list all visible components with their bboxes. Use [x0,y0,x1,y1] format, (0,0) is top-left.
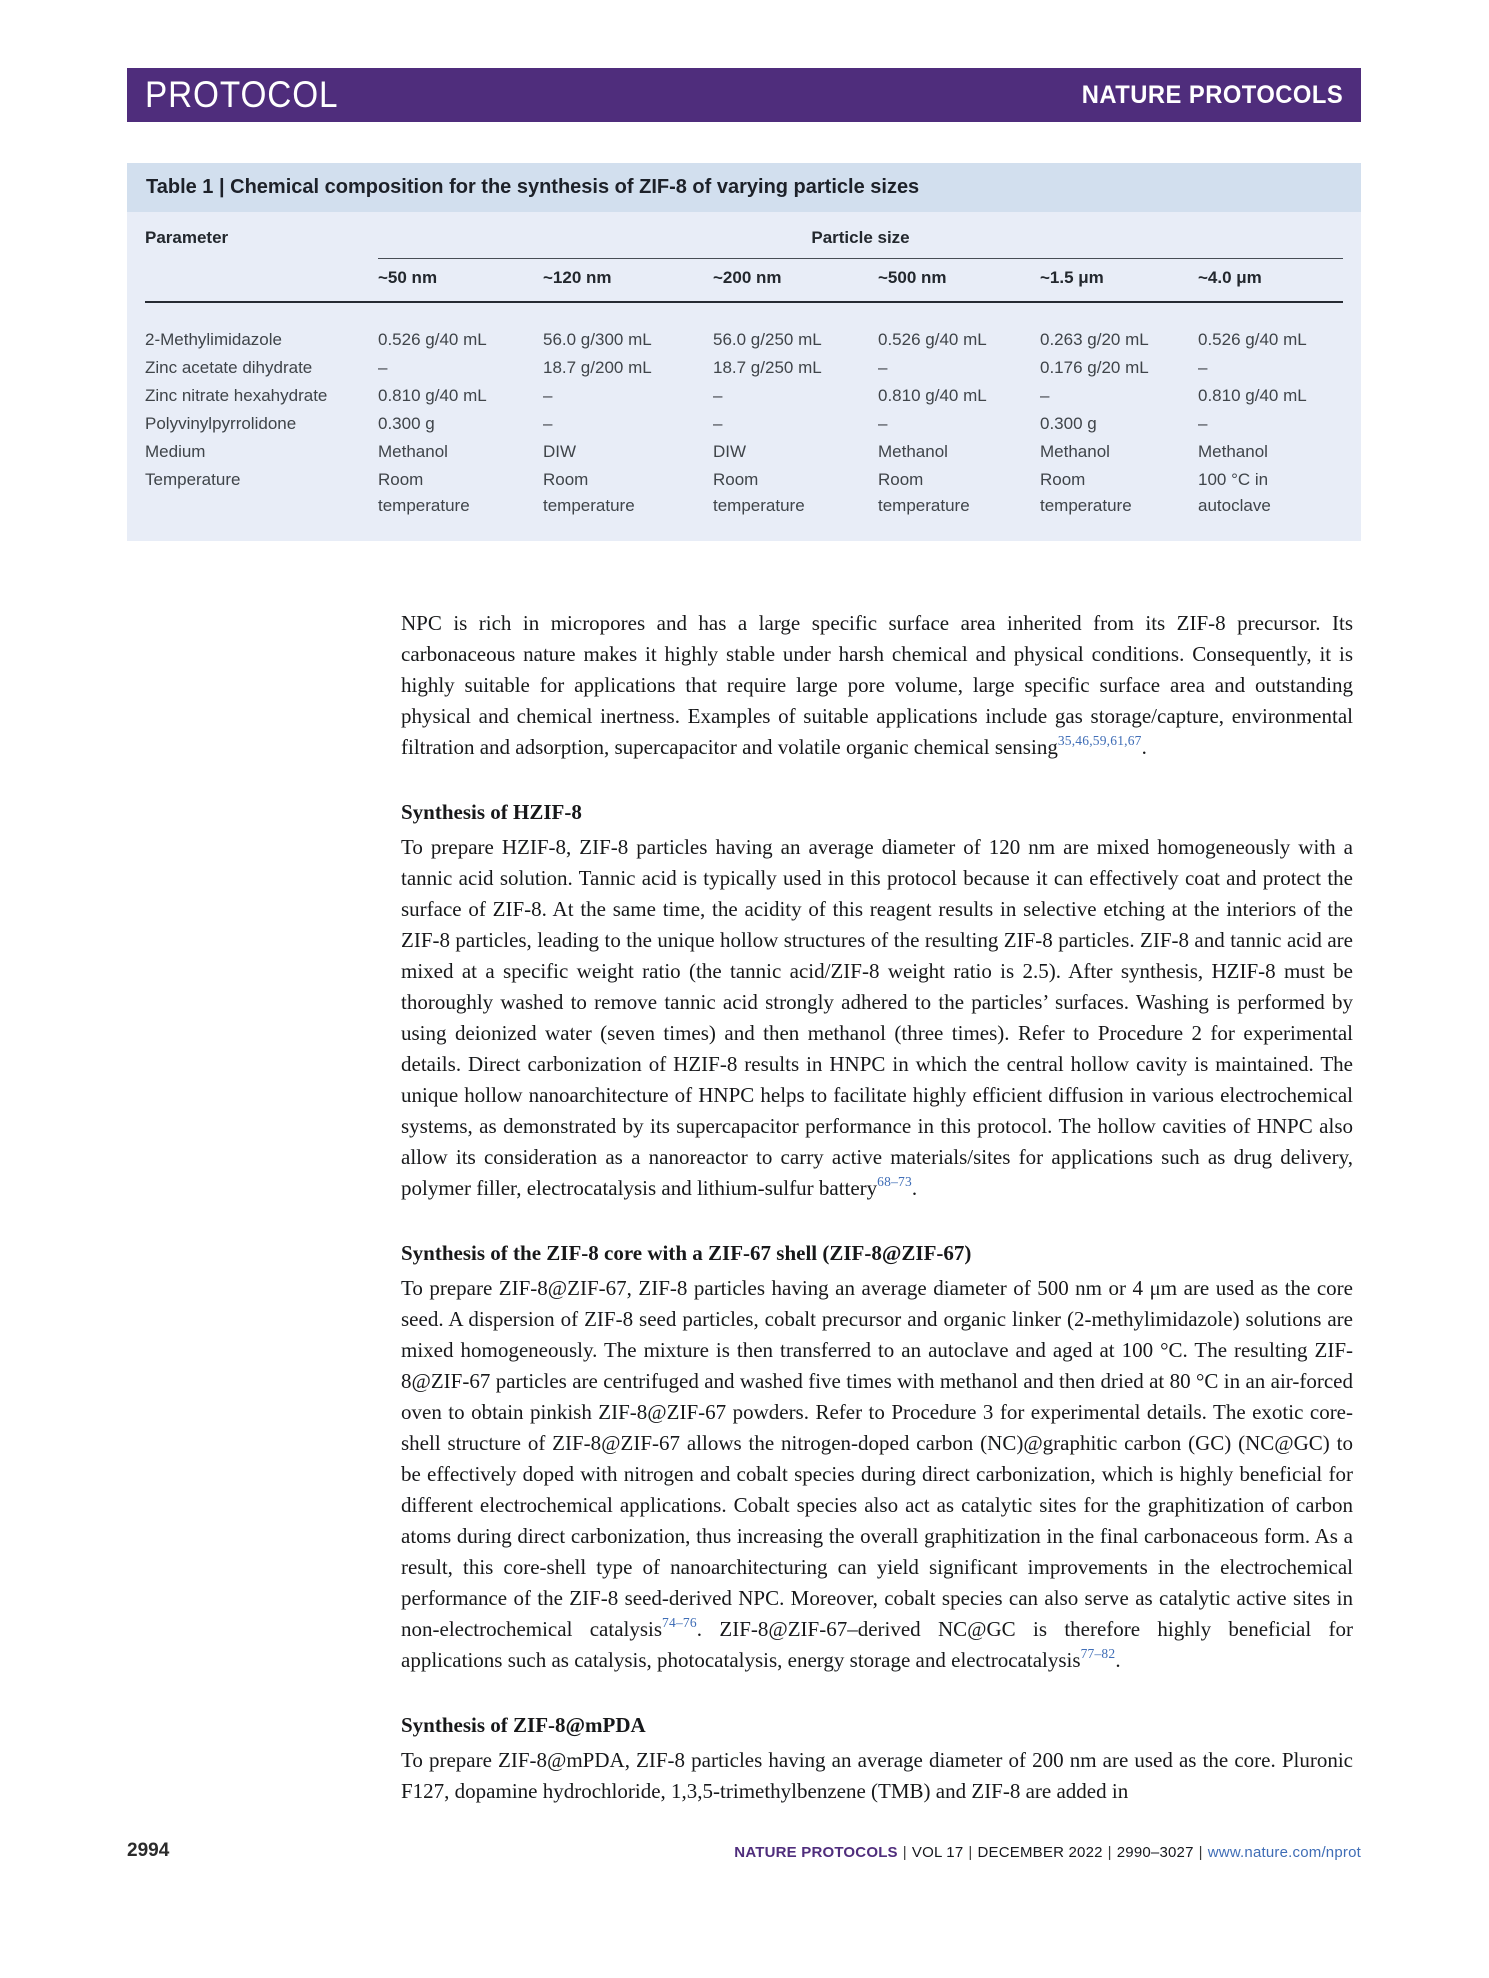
table-cell: 0.810 g/40 mL [378,386,487,405]
table-row [145,383,1343,409]
table-cell: – [713,414,723,433]
table-body [127,212,1361,541]
citation-ref[interactable]: 68–73 [877,1174,912,1189]
paragraph-text: To prepare ZIF-8@ZIF-67, ZIF-8 particles having an average diameter of 500 nm or 4 μm are used as the core seed. A dispersion of ZIF-8 seed particles, cobalt precursor and organic linker (2-methylimidazole) solutions are mixed homogeneously. The mixture is then transferred to an autoclave and aged at 100 °C. The resulting ZIF-8@ZIF-67 particles are centrifuged and washed five times with methanol and then dried at 80 °C in an air-forced oven to obtain pinkish ZIF-8@ZIF-67 powders. Refer to Procedure 3 for experimental details. The exotic core-shell structure of ZIF-8@ZIF-67 allows the nitrogen-doped carbon (NC)@graphitic carbon (GC) (NC@GC) to be effectively doped with nitrogen and cobalt species during direct carbonization, which is highly beneficial for different electrochemical applications. Cobalt species also act as catalytic sites for the graphitization of carbon atoms during direct carbonization, thus increasing the overall graphitization in the final carbonaceous form. As a result, this core-shell type of nanoarchitecturing can yield significant improvements in the electrochemical performance of the ZIF-8 seed-derived NPC. Moreover, cobalt species can also serve as catalytic active sites in non-electrochemical catalysis [401,1276,1353,1641]
table-cell: DIW [713,442,747,461]
body-paragraph [401,832,1353,1204]
section-heading: Synthesis of HZIF-8 [401,800,582,824]
footer-journal: NATURE PROTOCOLS [734,1844,898,1861]
paragraph-text: To prepare ZIF-8@mPDA, ZIF-8 particles having an average diameter of 200 nm are used as the core. Pluronic F127, dopamine hydrochloride, 1,3,5-trimethylbenzene (TMB) and ZIF-8 are added in [401,1748,1353,1803]
row-label: Polyvinylpyrrolidone [145,414,297,433]
body-paragraph [401,1273,1353,1676]
column-header-120nm: ~120 nm [543,268,612,287]
journal-name-label: NATURE PROTOCOLS [1081,80,1343,109]
particle-size-rule [378,258,1343,259]
table-size-header-row [145,265,1343,291]
table-heavy-rule [145,301,1343,303]
table-row [145,355,1343,381]
citation-ref[interactable]: 74–76 [662,1615,697,1630]
table-rows [145,327,1343,519]
table-cell: 18.7 g/250 mL [713,358,822,377]
body-paragraph [401,608,1353,763]
paragraph-text: . [911,1176,918,1200]
table-header-group-row [145,226,1343,250]
section-heading: Synthesis of ZIF-8@mPDA [401,1713,646,1737]
footer-separator: | [902,1844,907,1861]
empty-header-cell [145,265,378,291]
table-cell: 0.526 g/40 mL [1198,330,1307,349]
table-row [145,467,1343,519]
table-cell: – [1198,358,1208,377]
table-row [145,327,1343,353]
table-1-card [127,163,1361,541]
table-title: Table 1 | Chemical composition for the synthesis of ZIF-8 of varying particle sizes [127,163,1361,212]
paragraph-text: . [1115,1648,1121,1672]
page-number: 2994 [127,1840,170,1861]
paragraph-text: To prepare HZIF-8, ZIF-8 particles having an average diameter of 120 nm are mixed homogeneously with a tannic acid solution. Tannic acid is typically used in this protocol because it can effectively coat and protect the surface of ZIF-8. At the same time, the acidity of this reagent results in selective etching at the interiors of the ZIF-8 particles, leading to the unique hollow structures of the resulting ZIF-8 particles. ZIF-8 and tannic acid are mixed at a specific weight ratio (the tannic acid/ZIF-8 weight ratio is 2.5). After synthesis, HZIF-8 must be thoroughly washed to remove tannic acid strongly adhered to the particles’ surfaces. Washing is performed by using deionized water (seven times) and then methanol (three times). Refer to Procedure 2 for experimental details. Direct carbonization of HZIF-8 results in HNPC in which the central hollow cavity is maintained. The unique hollow nanoarchitecture of HNPC helps to facilitate highly efficient diffusion in various electrochemical systems, as demonstrated by its supercapacitor performance in this protocol. The hollow cavities of HNPC also allow its consideration as a nanoreactor to carry active materials/sites for applications such as drug delivery, polymer filler, electrocatalysis and lithium-sulfur battery [401,835,1353,1200]
table-cell: Methanol [1198,442,1268,461]
table-cell: 0.300 g [1040,414,1097,433]
footer-separator: | [968,1844,973,1861]
article-body [401,608,1353,1807]
table-cell: Room temperature [713,470,805,515]
table-cell: Room temperature [1040,470,1132,515]
table-cell: 100 °C in autoclave [1198,470,1271,515]
table-cell: – [1040,386,1050,405]
column-header-50nm: ~50 nm [378,268,438,287]
paragraph-text: . [1141,735,1147,759]
footer-separator: | [1107,1844,1112,1861]
footer-separator: | [1198,1844,1203,1861]
table-cell: 0.526 g/40 mL [878,330,987,349]
row-label: Medium [145,442,206,461]
table-cell: – [378,358,388,377]
column-header-1-5um: ~1.5 μm [1040,268,1104,287]
table-cell: 56.0 g/250 mL [713,330,822,349]
table-cell: Room temperature [378,470,470,515]
row-label: 2-Methylimidazole [145,330,282,349]
table-cell: Room temperature [878,470,970,515]
header-bar [127,68,1361,122]
table-cell: 0.300 g [378,414,435,433]
table-row [145,411,1343,437]
table-cell: – [543,414,553,433]
footer-citation-line [734,1844,1361,1861]
table-cell: – [878,414,888,433]
table-cell: 0.263 g/20 mL [1040,330,1149,349]
footer-url-link[interactable]: www.nature.com/nprot [1207,1844,1361,1861]
paragraph-text: NPC is rich in micropores and has a large specific surface area inherited from its ZIF-8 precursor. Its carbonaceous nature makes it highly stable under harsh chemical and physical conditions. Consequently, it is highly suitable for applications that require large pore volume, large specific surface area and outstanding physical and chemical inertness. Examples of suitable applications include gas storage/capture, environmental filtration and adsorption, supercapacitor and volatile organic chemical sensing [401,611,1353,759]
table-cell: – [878,358,888,377]
column-header-200nm: ~200 nm [713,268,782,287]
body-paragraph [401,1745,1353,1807]
citation-ref[interactable]: 35,46,59,61,67 [1057,733,1142,748]
table-cell: Room temperature [543,470,635,515]
column-header-500nm: ~500 nm [878,268,947,287]
table-cell: 56.0 g/300 mL [543,330,652,349]
table-cell: 0.176 g/20 mL [1040,358,1149,377]
table-cell: – [1198,414,1208,433]
column-header-parameter: Parameter [145,228,229,247]
citation-ref[interactable]: 77–82 [1080,1646,1116,1661]
footer-page-range: 2990–3027 [1116,1844,1194,1861]
section-heading: Synthesis of the ZIF-8 core with a ZIF-67 shell (ZIF-8@ZIF-67) [401,1241,972,1265]
paragraph-text: . ZIF-8@ZIF-67–derived NC@GC is therefore highly beneficial for applications such as catalysis, photocatalysis, energy storage and electrocatalysis [401,1617,1353,1672]
footer-date: DECEMBER 2022 [977,1844,1103,1861]
row-label: Zinc nitrate hexahydrate [145,386,328,405]
row-label: Zinc acetate dihydrate [145,358,313,377]
table-cell: 0.526 g/40 mL [378,330,487,349]
table-cell: Methanol [378,442,448,461]
table-cell: 0.810 g/40 mL [1198,386,1307,405]
table-cell: 18.7 g/200 mL [543,358,652,377]
group-header-particle-size: Particle size [811,228,910,247]
table-cell: – [543,386,553,405]
table-cell: Methanol [1040,442,1110,461]
footer-volume: VOL 17 [911,1844,964,1861]
row-label: Temperature [145,470,241,489]
table-cell: Methanol [878,442,948,461]
table-cell: 0.810 g/40 mL [878,386,987,405]
column-header-4um: ~4.0 μm [1198,268,1262,287]
page-type-label: PROTOCOL [145,74,339,115]
table-cell: DIW [543,442,577,461]
table-cell: – [713,386,723,405]
table-row [145,439,1343,465]
